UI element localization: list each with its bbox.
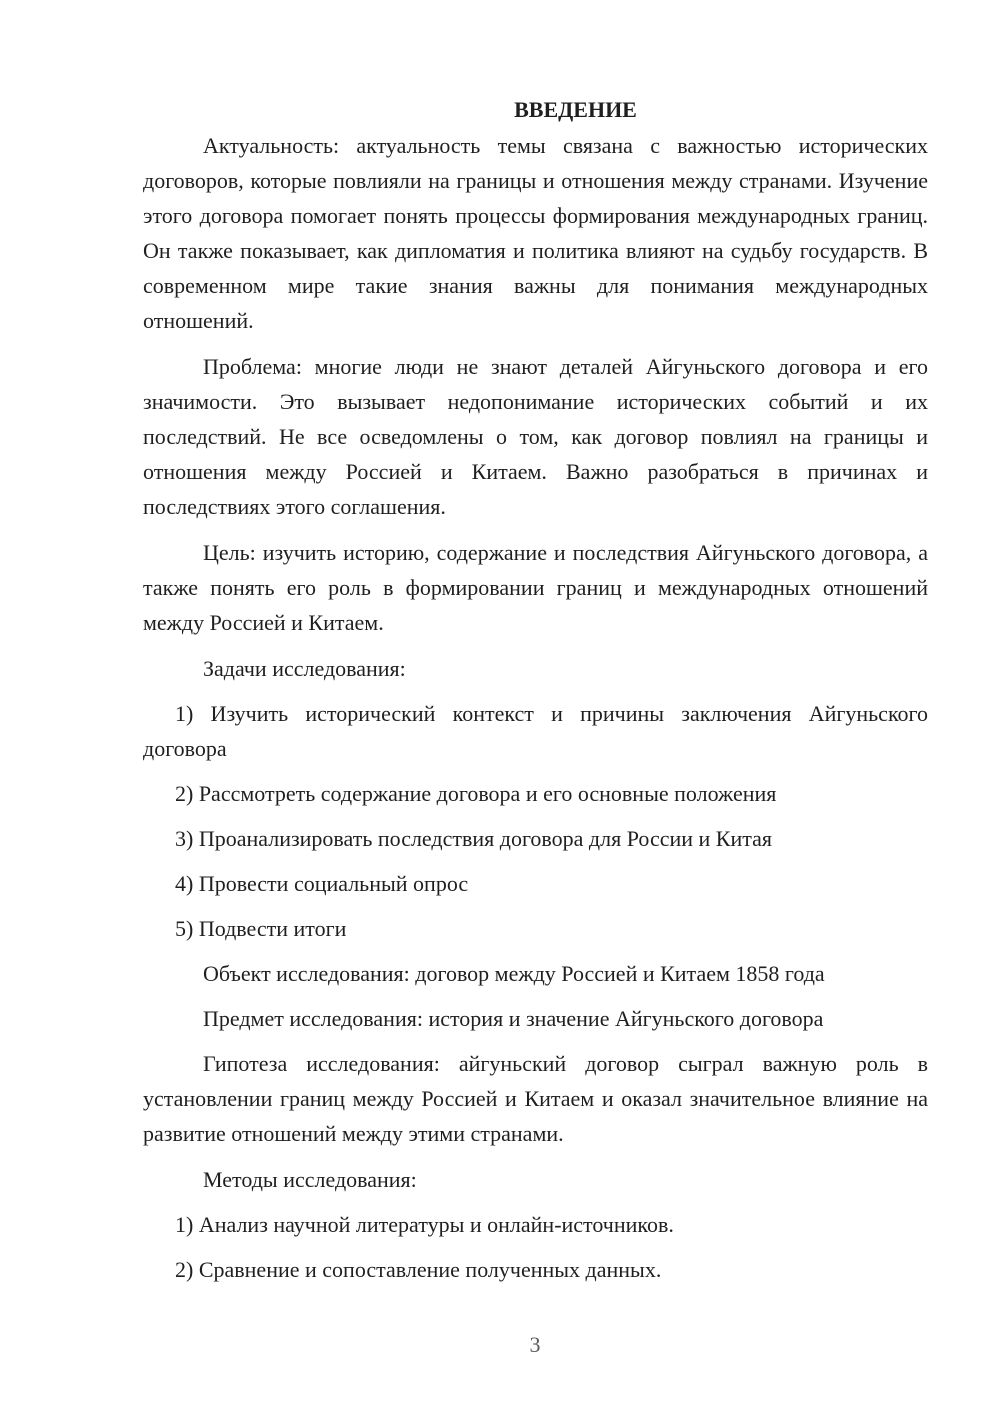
tasks-heading: Задачи исследования: (203, 656, 406, 681)
task-item-2: 2) Рассмотреть содержание договора и его основные положения (175, 781, 777, 806)
page-number: 3 (529, 1332, 541, 1357)
method-item-2: 2) Сравнение и сопоставление полученных данных. (175, 1257, 662, 1282)
research-subject: Предмет исследования: история и значение Айгуньского договора (203, 1006, 824, 1031)
task-item-1: 1) Изучить исторический контекст и причины заключения Айгуньского договора (143, 701, 928, 761)
goal-paragraph: Цель: изучить историю, содержание и последствия Айгуньского договора, а также понять его роль в формировании границ и международных отношений между Россией и Китаем. (143, 540, 928, 635)
relevance-paragraph: Актуальность: актуальность темы связана с важностью исторических договоров, которые повлияли на границы и отношения между странами. Изучение этого договора помогает понять процессы формирования международных границ. Он также показывает, как дипломатия и политика влияют на судьбу государств. В современном мире такие знания важны для понимания международных отношений. (143, 133, 928, 333)
method-item-1: 1) Анализ научной литературы и онлайн-источников. (175, 1212, 674, 1237)
task-item-3: 3) Проанализировать последствия договора для России и Китая (175, 826, 773, 851)
page-title: ВВЕДЕНИЕ (514, 97, 637, 122)
task-item-4: 4) Провести социальный опрос (175, 871, 469, 896)
document-page (143, 92, 928, 1297)
methods-heading: Методы исследования: (203, 1167, 417, 1192)
problem-paragraph: Проблема: многие люди не знают деталей Айгуньского договора и его значимости. Это вызывает недопонимание исторических событий и их последствий. Не все осведомлены о том, как договор повлиял на границы и отношения между Россией и Китаем. Важно разобраться в причинах и последствиях этого соглашения. (143, 354, 928, 519)
hypothesis-paragraph: Гипотеза исследования: айгуньский договор сыграл важную роль в установлении границ между Россией и Китаем и оказал значительное влияние на развитие отношений между этими странами. (143, 1051, 928, 1146)
task-item-5: 5) Подвести итоги (175, 916, 347, 941)
research-object: Объект исследования: договор между Россией и Китаем 1858 года (203, 961, 825, 986)
